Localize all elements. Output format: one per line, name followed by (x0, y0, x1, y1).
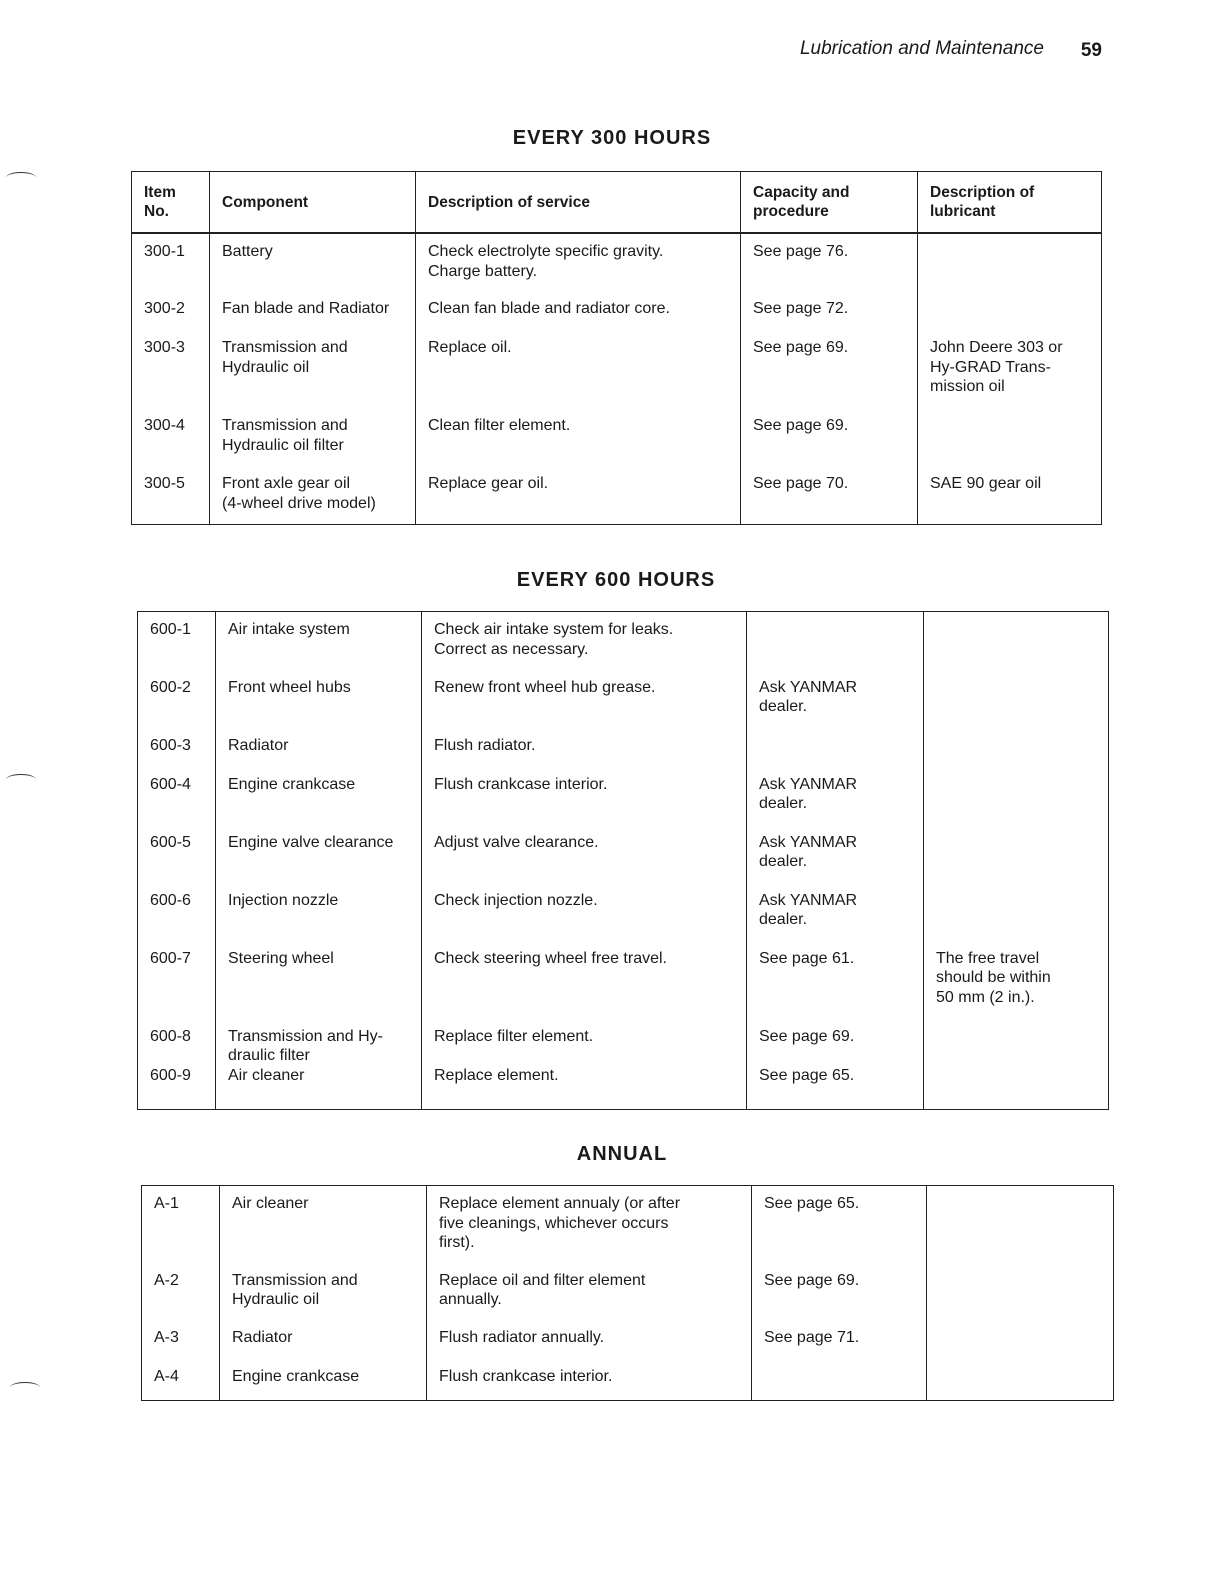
header-description-of-lubricant: Description of lubricant (918, 172, 1102, 234)
table-row (138, 941, 1109, 1019)
capacity-procedure: Ask YANMAR dealer. (747, 767, 924, 825)
table-row (138, 883, 1109, 941)
lubricant: The free travel should be within 50 mm (2 in.). (924, 941, 1109, 1019)
header-description-of-service: Description of service (416, 172, 741, 234)
component: Battery (210, 233, 416, 291)
table-row (142, 1186, 1114, 1263)
lubricant (927, 1359, 1114, 1401)
section-title-600-hours: EVERY 600 HOURS (516, 569, 716, 591)
lubricant (924, 1066, 1109, 1110)
item-number: 600-7 (138, 941, 216, 1019)
table-row (132, 291, 1102, 330)
capacity-procedure: See page 69. (741, 330, 918, 408)
component: Steering wheel (216, 941, 422, 1019)
capacity-procedure: See page 70. (741, 466, 918, 524)
table-row (138, 1019, 1109, 1066)
capacity-procedure: See page 61. (747, 941, 924, 1019)
capacity-procedure: See page 65. (752, 1186, 927, 1263)
component: Injection nozzle (216, 883, 422, 941)
service-description: Replace filter element. (422, 1019, 747, 1066)
table-header-row (132, 172, 1102, 234)
item-number: 300-3 (132, 330, 210, 408)
capacity-procedure: See page 71. (752, 1320, 927, 1359)
lubricant (918, 408, 1102, 466)
header-item-no: Item No. (132, 172, 210, 234)
table-row (138, 767, 1109, 825)
capacity-procedure: See page 69. (752, 1263, 927, 1320)
page-number: 59 (1080, 40, 1102, 61)
item-number: 600-4 (138, 767, 216, 825)
margin-mark (6, 774, 36, 785)
table-row (138, 670, 1109, 728)
service-description: Clean fan blade and radiator core. (416, 291, 741, 330)
capacity-procedure (747, 728, 924, 767)
item-number: 300-5 (132, 466, 210, 524)
table-row (132, 408, 1102, 466)
lubricant: John Deere 303 or Hy-GRAD Trans- mission oil (918, 330, 1102, 408)
item-number: 600-2 (138, 670, 216, 728)
capacity-procedure (747, 612, 924, 670)
table-row (138, 728, 1109, 767)
lubricant (924, 612, 1109, 670)
component: Transmission and Hydraulic oil (220, 1263, 427, 1320)
lubricant (927, 1320, 1114, 1359)
table-row (142, 1359, 1114, 1401)
header-capacity-and-procedure: Capacity and procedure (741, 172, 918, 234)
service-description: Flush radiator annually. (427, 1320, 752, 1359)
service-description: Replace element. (422, 1066, 747, 1110)
item-number: A-2 (142, 1263, 220, 1320)
lubricant (918, 233, 1102, 291)
capacity-procedure: Ask YANMAR dealer. (747, 670, 924, 728)
lubricant (918, 291, 1102, 330)
service-description: Flush crankcase interior. (427, 1359, 752, 1401)
capacity-procedure: See page 72. (741, 291, 918, 330)
component: Engine valve clearance (216, 825, 422, 883)
section-title-annual: ANNUAL (576, 1143, 668, 1165)
service-description: Flush radiator. (422, 728, 747, 767)
lubricant (927, 1263, 1114, 1320)
component: Front wheel hubs (216, 670, 422, 728)
item-number: 300-2 (132, 291, 210, 330)
table-600-hours (137, 611, 1109, 1110)
service-description: Check steering wheel free travel. (422, 941, 747, 1019)
lubricant (924, 728, 1109, 767)
table-row (132, 466, 1102, 524)
component: Radiator (220, 1320, 427, 1359)
lubricant (924, 1019, 1109, 1066)
lubricant: SAE 90 gear oil (918, 466, 1102, 524)
component: Transmission and Hydraulic oil filter (210, 408, 416, 466)
capacity-procedure (752, 1359, 927, 1401)
service-description: Adjust valve clearance. (422, 825, 747, 883)
component: Engine crankcase (216, 767, 422, 825)
service-description: Flush crankcase interior. (422, 767, 747, 825)
item-number: 300-4 (132, 408, 210, 466)
component: Front axle gear oil (4-wheel drive model) (210, 466, 416, 524)
lubricant (924, 767, 1109, 825)
header-component: Component (210, 172, 416, 234)
component: Air intake system (216, 612, 422, 670)
item-number: 600-6 (138, 883, 216, 941)
table-annual (141, 1185, 1114, 1401)
service-description: Clean filter element. (416, 408, 741, 466)
service-description: Check air intake system for leaks. Correct as necessary. (422, 612, 747, 670)
capacity-procedure: Ask YANMAR dealer. (747, 883, 924, 941)
component: Air cleaner (216, 1066, 422, 1110)
service-description: Check electrolyte specific gravity. Charge battery. (416, 233, 741, 291)
item-number: 600-5 (138, 825, 216, 883)
component: Transmission and Hydraulic oil (210, 330, 416, 408)
service-description: Replace oil. (416, 330, 741, 408)
lubricant (924, 883, 1109, 941)
table-row (138, 825, 1109, 883)
item-number: A-4 (142, 1359, 220, 1401)
margin-mark (10, 1382, 40, 1393)
capacity-procedure: See page 69. (747, 1019, 924, 1066)
item-number: 600-8 (138, 1019, 216, 1066)
table-row (138, 1066, 1109, 1110)
lubricant (924, 670, 1109, 728)
item-number: 600-9 (138, 1066, 216, 1110)
running-title: Lubrication and Maintenance (799, 38, 1044, 59)
lubricant (924, 825, 1109, 883)
table-row (132, 330, 1102, 408)
service-description: Replace oil and filter element annually. (427, 1263, 752, 1320)
service-description: Replace element annualy (or after five cleanings, whichever occurs first). (427, 1186, 752, 1263)
item-number: A-1 (142, 1186, 220, 1263)
lubricant (927, 1186, 1114, 1263)
item-number: 300-1 (132, 233, 210, 291)
capacity-procedure: See page 76. (741, 233, 918, 291)
table-row (138, 612, 1109, 670)
table-row (132, 233, 1102, 291)
service-description: Check injection nozzle. (422, 883, 747, 941)
table-row (142, 1263, 1114, 1320)
table-300-hours (131, 171, 1102, 525)
component: Transmission and Hy- draulic filter (216, 1019, 422, 1066)
capacity-procedure: See page 65. (747, 1066, 924, 1110)
component: Fan blade and Radiator (210, 291, 416, 330)
capacity-procedure: Ask YANMAR dealer. (747, 825, 924, 883)
component: Engine crankcase (220, 1359, 427, 1401)
service-description: Replace gear oil. (416, 466, 741, 524)
component: Radiator (216, 728, 422, 767)
item-number: 600-1 (138, 612, 216, 670)
item-number: 600-3 (138, 728, 216, 767)
component: Air cleaner (220, 1186, 427, 1263)
capacity-procedure: See page 69. (741, 408, 918, 466)
section-title-300-hours: EVERY 300 HOURS (512, 127, 712, 149)
service-description: Renew front wheel hub grease. (422, 670, 747, 728)
running-head (700, 38, 1102, 68)
table-row (142, 1320, 1114, 1359)
item-number: A-3 (142, 1320, 220, 1359)
margin-mark (6, 172, 36, 183)
